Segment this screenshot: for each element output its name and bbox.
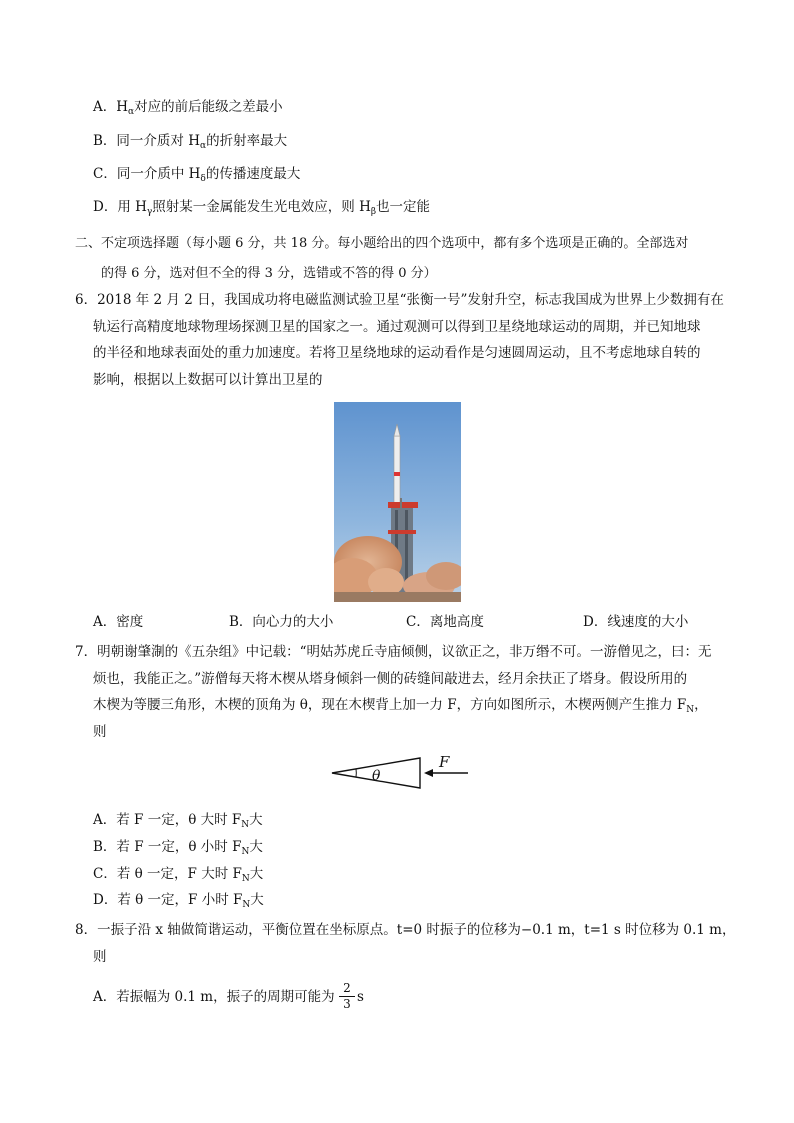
- q8-option-a: A．若振幅为 0.1 m，振子的周期可能为: [93, 989, 335, 1005]
- section2-heading: 二、不定项选择题（每小题 6 分，共 18 分。每小题给出的四个选项中，都有多个选项是正确的。全部选对: [75, 236, 689, 251]
- q5-option-c: C．同一介质中 $H_\delta$的传播速度最大: [93, 166, 301, 184]
- q5-option-d: D．用 $H_\gamma$照射某一金属能发生光电效应，则 $H_\beta$也一定能: [93, 199, 431, 217]
- force-label: F: [439, 753, 450, 771]
- q7-stem-line4: 则: [93, 724, 107, 740]
- q7-stem-line2: 烦也，我能正之。”游僧每天将木楔从塔身倾斜一侧的砖缝间敲进去，经月余扶正了塔身。假设所用的: [93, 671, 688, 687]
- q5-option-a: A．$H_\alpha$对应的前后能级之差最小: [93, 99, 283, 117]
- q6-option-d: D．线速度的大小: [583, 614, 689, 630]
- force-arrowhead: [424, 769, 433, 777]
- q6-stem-line3: 的半径和地球表面处的重力加速度。若将卫星绕地球的运动看作是匀速圆周运动，且不考虑地球自转的: [93, 345, 701, 361]
- wedge-force-diagram: [328, 748, 478, 798]
- rocket-launch-photo: [334, 402, 461, 602]
- q6-stem-line1: 6．2018 年 2 月 2 日，我国成功将电磁监测试验卫星“张衡一号”发射升空，标志我国成为世界上少数拥有在: [75, 292, 724, 308]
- q7-option-c: C．若 θ 一定，F 大时 $F_N$大: [93, 866, 264, 884]
- fraction-denominator: 3: [343, 997, 351, 1011]
- q6-stem-line4: 影响，根据以上数据可以计算出卫星的: [93, 372, 323, 388]
- q7-option-b: B．若 F 一定，θ 小时 $F_N$大: [93, 839, 263, 857]
- q6-option-c: C．离地高度: [406, 614, 484, 630]
- q6-option-b: B．向心力的大小: [229, 614, 334, 630]
- q8-option-a-unit: s: [357, 989, 364, 1005]
- q6-stem-line2: 轨运行高精度地球物理场探测卫星的国家之一。通过观测可以得到卫星绕地球运动的周期，并已知地球: [93, 319, 701, 335]
- q6-option-a: A．密度: [93, 614, 144, 630]
- section2-heading-cont: 的得 6 分，选对但不全的得 3 分，选错或不答的得 0 分）: [101, 266, 437, 281]
- q7-option-a: A．若 F 一定，θ 大时 $F_N$大: [93, 812, 263, 830]
- period-fraction: [339, 982, 355, 1011]
- q8-stem-line1: 8．一振子沿 x 轴做简谐运动，平衡位置在坐标原点。t=0 时振子的位移为−0.1 m，t=1 s 时位移为 0.1 m，: [75, 922, 736, 938]
- q7-stem-line1: 7．明朝谢肇淛的《五杂组》中记载：“明姑苏虎丘寺庙倾侧，议欲正之，非万缗不可。一游僧见之，曰：无: [75, 644, 712, 660]
- q5-option-b: B．同一介质对 $H_\alpha$的折射率最大: [93, 133, 288, 151]
- q7-stem-line3: 木楔为等腰三角形，木楔的顶角为 θ，现在木楔背上加一力 F，方向如图所示，木楔两侧产生推力 $F_N$，: [93, 697, 708, 715]
- theta-label: θ: [372, 768, 381, 784]
- q7-option-d: D．若 θ 一定，F 小时 $F_N$大: [93, 892, 264, 910]
- q8-stem-line2: 则: [93, 949, 107, 965]
- fraction-numerator: 2: [343, 981, 351, 995]
